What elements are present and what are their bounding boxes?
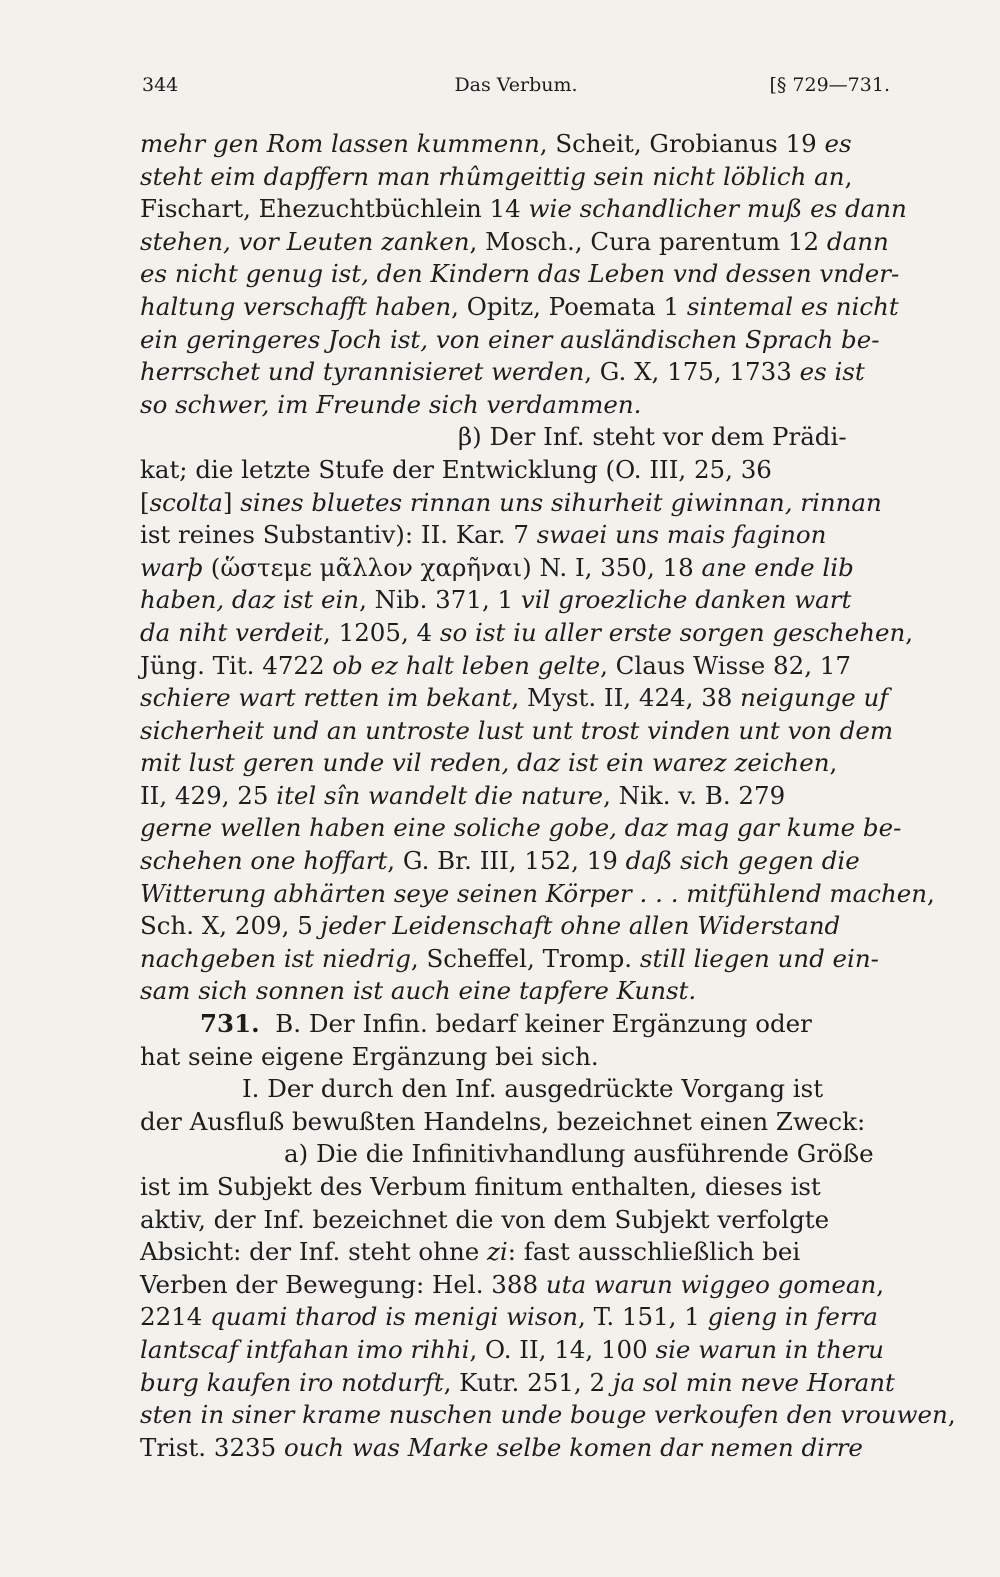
text-run: , O. II, 14, 100 [469, 1334, 656, 1364]
text-line [140, 1073, 895, 1106]
italic-run: es ist [799, 357, 865, 387]
italic-run: dann [826, 226, 889, 256]
text-run: ] [222, 487, 241, 517]
text-run: Trist. 3235 [140, 1432, 285, 1462]
text-line [140, 1236, 895, 1269]
italic-run: lantscaf intfahan imo rihhi [140, 1334, 470, 1364]
text-line [140, 356, 895, 389]
text-line [140, 1432, 895, 1465]
text-line [140, 421, 895, 454]
italic-run: sten in siner krame nuschen unde bouge verkoufen den vrouwen [140, 1400, 948, 1430]
italic-run: gerne wellen haben eine soliche gobe, daz mag gar kume be- [140, 813, 902, 843]
text-line [140, 487, 895, 520]
text-run: , [876, 1269, 885, 1299]
text-run: , Nik. v. B. 279 [603, 780, 786, 810]
text-run: Jüng. Tit. 4722 [140, 650, 333, 680]
italic-run: nachgeben ist niedrig [140, 943, 411, 973]
italic-run: swaei uns mais faginon [536, 520, 827, 550]
text-line [140, 878, 935, 911]
text-run: , [927, 878, 935, 908]
italic-run: zi [487, 1237, 508, 1267]
text-run: , T. 151, 1 [578, 1302, 708, 1332]
italic-run: haltung verschafft haben [140, 291, 452, 321]
text-run: Verben der Bewegung: Hel. 388 [140, 1269, 546, 1299]
text-run: Fischart, Ehezuchtbüchlein 14 [140, 194, 529, 224]
body-text [140, 128, 956, 1464]
text-line [140, 519, 895, 552]
italic-run: sines bluetes rinnan uns sihurheit giwinnan, rinnan [240, 487, 882, 517]
text-run: , [905, 617, 914, 647]
text-run: der Ausfluß bewußten Handelns, bezeichnet einen Zweck: [140, 1106, 866, 1136]
italic-run: es nicht genug ist, den Kindern das Leben vnd dessen vnder- [140, 259, 900, 289]
text-line [140, 226, 895, 259]
italic-run: Witterung abhärten seye seinen Körper . . . mitfühlend machen [140, 878, 928, 908]
text-run: , [829, 748, 838, 778]
text-run: hat seine eigene Ergänzung bei sich. [140, 1041, 599, 1071]
text-line [140, 910, 895, 943]
text-run: kat; die letzte Stufe der Entwicklung (O. III, 25, 36 [140, 454, 772, 484]
italic-run: ob ez halt leben gelte [332, 650, 601, 680]
italic-run: es [824, 129, 852, 158]
paragraph-number: 731. [200, 1009, 260, 1039]
text-run: Absicht: der Inf. steht ohne [140, 1237, 488, 1267]
text-line [140, 650, 895, 683]
text-run: (ὥστεμε μᾶλλον χαρῆναι) N. I, 350, 18 [202, 552, 702, 582]
text-line [140, 1399, 956, 1432]
text-line [140, 193, 907, 226]
text-line [140, 1301, 895, 1334]
italic-run: still liegen und ein- [639, 943, 879, 973]
italic-run: ane ende lib [701, 552, 854, 582]
text-run: , Myst. II, 424, 38 [511, 683, 741, 713]
running-title: Das Verbum. [454, 74, 578, 96]
italic-run: mit lust geren unde vil reden, daz ist ein warez zeichen [140, 748, 830, 778]
text-run: : fast ausschließlich bei [507, 1237, 801, 1267]
italic-run: stehen, vor Leuten zanken [140, 226, 470, 256]
text-line [140, 1008, 895, 1041]
italic-run: mehr gen Rom lassen kummenn [140, 129, 540, 158]
text-run: aktiv, der Inf. bezeichnet die von dem Subjekt verfolgte [140, 1204, 830, 1234]
text-line [140, 845, 895, 878]
italic-run: burg kaufen iro notdurft [140, 1367, 444, 1397]
italic-run: jeder Leidenschaft ohne allen Widerstand [320, 911, 841, 941]
text-run: Sch. X, 209, 5 [140, 911, 321, 941]
text-run: , Claus Wisse 82, 17 [600, 650, 851, 680]
italic-run: neigunge uf [740, 683, 889, 713]
text-run: B. Der Infin. bedarf keiner Ergänzung oder [259, 1009, 812, 1039]
text-line [140, 1171, 895, 1204]
text-run: β) Der Inf. steht vor dem Prädi- [458, 422, 847, 452]
text-run: , Scheit, Grobianus 19 [539, 129, 825, 158]
text-line [140, 1367, 895, 1400]
text-run: , Scheffel, Tromp. [410, 943, 640, 973]
text-run: 2214 [140, 1302, 211, 1332]
text-line [140, 258, 900, 291]
italic-run: ja sol min neve Horant [612, 1367, 895, 1397]
text-line [140, 389, 895, 422]
italic-run: scolta [149, 487, 223, 517]
text-line [140, 747, 895, 780]
italic-run: so schwer, im Freunde sich verdammen. [140, 389, 642, 419]
text-run: , G. X, 175, 1733 [584, 357, 800, 387]
italic-run: uta warun wiggeo gomean [545, 1269, 877, 1299]
text-line [140, 324, 895, 357]
text-run: , Mosch., Cura parentum 12 [469, 226, 827, 256]
text-line [140, 943, 895, 976]
italic-run: ein geringeres Joch ist, von einer ausländischen Sprach be- [140, 324, 880, 354]
text-line [140, 552, 895, 585]
italic-run: da niht verdeit [140, 617, 324, 647]
text-run: , 1205, 4 [323, 617, 440, 647]
italic-run: sicherheit und an untroste lust unt trost vinden unt von dem [140, 715, 894, 745]
text-line [140, 1106, 895, 1139]
text-run: , Opitz, Poemata 1 [451, 291, 687, 321]
italic-run: itel sîn wandelt die nature [276, 780, 604, 810]
section-range: [§ 729—731. [769, 74, 890, 96]
italic-run: vil groezliche danken wart [520, 585, 852, 615]
italic-run: so ist iu aller erste sorgen geschehen [439, 617, 906, 647]
italic-run: sintemal es nicht [686, 291, 899, 321]
text-line [140, 1269, 895, 1302]
italic-run: schiere wart retten im bekant [140, 683, 512, 713]
italic-run: warþ [140, 552, 203, 582]
text-line [140, 812, 902, 845]
text-line [140, 291, 899, 324]
text-line [140, 1204, 895, 1237]
text-run: , Kutr. 251, 2 [443, 1367, 613, 1397]
italic-run: schehen one hoffart [140, 846, 388, 876]
text-run: ist im Subjekt des Verbum finitum enthalten, dieses ist [140, 1172, 821, 1201]
text-run: , [947, 1400, 956, 1430]
italic-run: sam sich sonnen ist auch eine tapfere Kunst. [140, 976, 697, 1006]
text-line [140, 1138, 895, 1171]
text-line [140, 584, 895, 617]
text-line [140, 682, 895, 715]
text-line [140, 161, 895, 194]
text-run: ist reines Substantiv): II. Kar. 7 [140, 520, 537, 550]
italic-run: daß sich gegen die [625, 846, 860, 876]
text-line [140, 1041, 895, 1074]
italic-run: quami tharod is menigi wison [210, 1302, 578, 1332]
text-line [140, 715, 895, 748]
page-number: 344 [142, 74, 179, 96]
text-line [140, 617, 914, 650]
italic-run: sie warun in theru [655, 1334, 884, 1364]
text-run: , [844, 161, 853, 191]
text-run: I. Der durch den Inf. ausgedrückte Vorgang ist [242, 1074, 824, 1104]
text-line [140, 780, 895, 813]
text-line [140, 1334, 895, 1367]
italic-run: gieng in ferra [707, 1302, 878, 1332]
italic-run: haben, daz ist ein [140, 585, 360, 615]
text-run: [ [140, 487, 150, 517]
italic-run: steht eim dapffern man rhûmgeittig sein nicht löblich an [140, 161, 845, 191]
text-run: , Nib. 371, 1 [359, 585, 521, 615]
italic-run: wie schandlicher muß es dann [528, 194, 907, 224]
text-run: II, 429, 25 [140, 780, 277, 810]
text-run: a) Die die Infinitivhandlung ausführende Größe [284, 1139, 874, 1169]
italic-run: herrschet und tyrannisieret werden [140, 357, 585, 387]
running-header [142, 74, 890, 104]
text-run: , G. Br. III, 152, 19 [387, 846, 626, 876]
italic-run: ouch was Marke selbe komen dar nemen dirre [284, 1432, 863, 1462]
text-line [140, 128, 895, 161]
text-line [140, 975, 895, 1008]
text-line [140, 454, 895, 487]
